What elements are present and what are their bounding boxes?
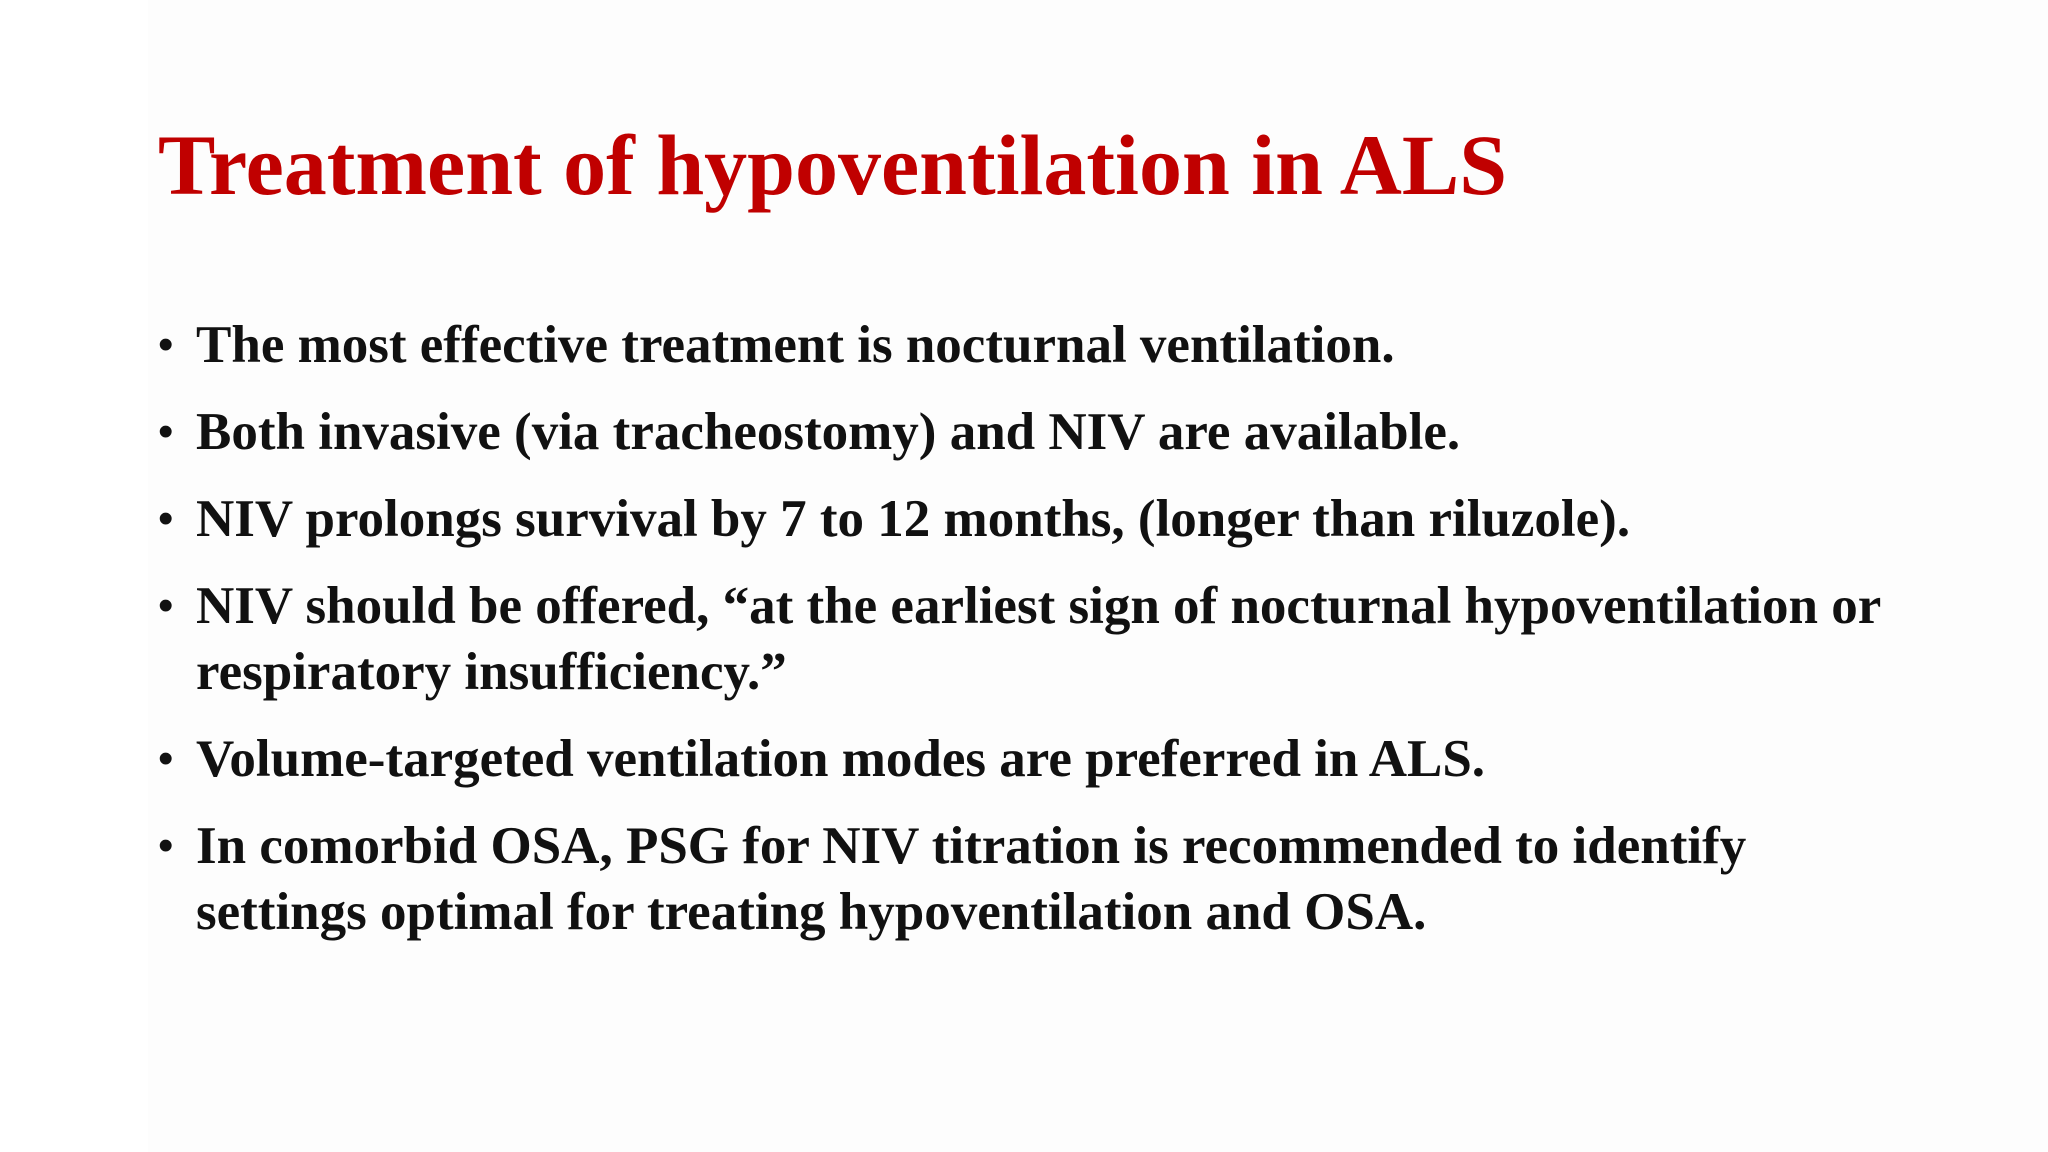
bullet-icon: • xyxy=(158,320,174,369)
slide-title: Treatment of hypoventilation in ALS xyxy=(158,117,1508,213)
list-item xyxy=(158,486,1898,552)
bullet-icon: • xyxy=(158,821,174,870)
list-item xyxy=(158,726,1898,792)
bullet-text: Volume-targeted ventilation modes are preferred in ALS. xyxy=(196,730,1486,788)
bullet-icon: • xyxy=(158,581,174,630)
bullet-text: The most effective treatment is nocturnal ventilation. xyxy=(196,316,1395,374)
bullet-list xyxy=(158,312,1898,966)
list-item xyxy=(158,813,1898,945)
bullet-icon: • xyxy=(158,407,174,456)
list-item xyxy=(158,573,1898,705)
bullet-icon: • xyxy=(158,494,174,543)
list-item xyxy=(158,399,1898,465)
bullet-text: NIV should be offered, “at the earliest sign of nocturnal hypoventilation or respiratory insufficiency.” xyxy=(196,577,1881,701)
bullet-text: Both invasive (via tracheostomy) and NIV are available. xyxy=(196,403,1461,461)
bullet-icon: • xyxy=(158,734,174,783)
bullet-text: NIV prolongs survival by 7 to 12 months, (longer than riluzole). xyxy=(196,490,1631,548)
list-item xyxy=(158,312,1898,378)
bullet-text: In comorbid OSA, PSG for NIV titration is recommended to identify settings optimal for treating hypoventilation and OSA. xyxy=(196,817,1747,941)
